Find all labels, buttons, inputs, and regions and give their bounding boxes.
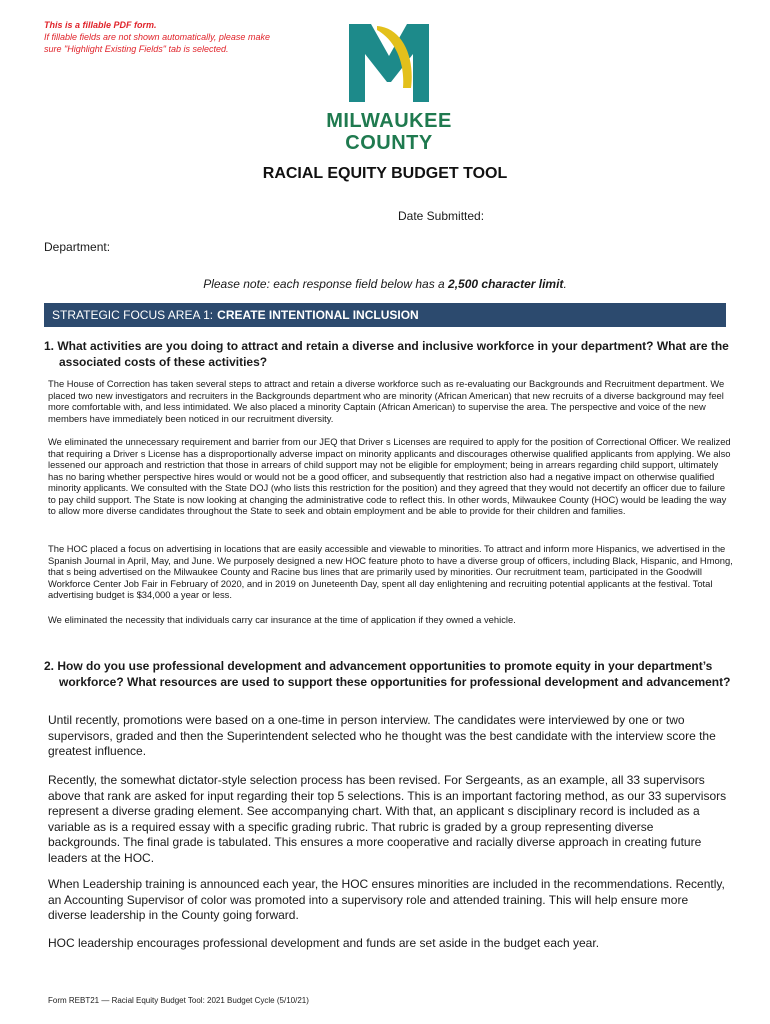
milwaukee-county-m-logo-icon	[347, 18, 431, 102]
logo-word-milwaukee: MILWAUKEE	[326, 110, 452, 132]
focus-area-prefix: STRATEGIC FOCUS AREA 1:	[52, 308, 214, 322]
q2-answer-paragraph-3: When Leadership training is announced each year, the HOC ensures minorities are included in the recommendations. Recently, an Accounting Supervisor of color was promoted into a supervisory role and attended training. This will help ensure more diverse leadership in the County going forward.	[48, 877, 725, 922]
q2-answer-paragraph-4: HOC leadership encourages professional development and funds are set aside in the budget each year.	[48, 936, 600, 950]
strategic-focus-area-banner	[44, 303, 726, 327]
note-suffix: .	[563, 277, 567, 291]
q2-answer-paragraph-2: Recently, the somewhat dictator-style selection process has been revised. For Sergeants, as an example, all 33 supervisors above that rank are asked for input regarding their top 5 selections. This is an important factoring method, as our 33 supervisors represent a diverse grading element. See accompanying chart. With that, an applicant s disciplinary record is included as a variable as is a required essay with a specific grading rubric. That rubric is graded by a group representing diverse backgrounds. The final grade is tabulated. This ensures a more cooperative and racially diverse approach in creating future leaders at the HOC.	[48, 773, 727, 865]
logo-word-county: COUNTY	[345, 132, 433, 154]
character-limit-note	[0, 277, 770, 291]
q1-answer-paragraph-3: The HOC placed a focus on advertising in locations that are easily accessible and viewable to minorities. To attract and inform more Hispanics, we advertised in the Spanish Journal in April, May, and June. We purposely designed a new HOC feature photo to have a diverse group of officers, including Black, Hispanic, and Hmong, that s being advertised on the Milwaukee County and Racine bus lines that are primarily used by minorities. Our recruitment team, participated in the Goodwill Workforce Center Job Fair in February of 2020, and in 2019 on Juneteenth Day, spent all day enlightening and recruiting potential applicants at the festival. Total advertising budget is $34,000 a year or less.	[48, 543, 733, 600]
milwaukee-county-logo	[309, 18, 469, 158]
notice-body: If fillable fields are not shown automatically, please make sure "Highlight Existing Fields" tab is selected.	[44, 32, 270, 54]
focus-area-name: CREATE INTENTIONAL INCLUSION	[217, 308, 419, 322]
note-limit: 2,500 character limit	[448, 277, 564, 291]
note-prefix: Please note: each response field below has a	[203, 277, 449, 291]
question-1: 1. What activities are you doing to attract and retain a diverse and inclusive workforce in your department? What are the associated costs of these activities?	[44, 339, 729, 369]
notice-title: This is a fillable PDF form.	[44, 20, 157, 30]
q1-answer-paragraph-1: The House of Correction has taken several steps to attract and retain a diverse workforce such as re-evaluating our Backgrounds and Recruitment department. We placed two new investigators and recruiters in the Backgrounds department who are minority (African American) that new recruits of a diverse background may feel more comfortable with, and less intimidated. We also placed a minority Captain (African American) to supervise the area. The perspective and voice of the new members have immediately been noticed in our recruitment diversity.	[48, 378, 725, 424]
form-footer: Form REBT21 — Racial Equity Budget Tool: 2021 Budget Cycle (5/10/21)	[48, 996, 309, 1005]
question-2: 2. How do you use professional development and advancement opportunities to promote equity in your department’s workforce? What resources are used to support these opportunities for professional development and advancement?	[44, 659, 731, 689]
q1-answer-paragraph-2: We eliminated the unnecessary requirement and barrier from our JEQ that Driver s Licenses are required to apply for the position of Correctional Officer. We realized that requiring a Driver s License has a disproportionally adverse impact on minority applicants and discourages otherwise qualified applicants from applying. We also lessened our approach and restriction that those in arrears of child support may not be eligible for employment; being in arrears regarding child support, ultimately has no baring whether perspective hires would or would not be a good officer, and subsequently that restriction also had a negative impact on otherwise qualified minority applicants. We consulted with the State DOJ (who lists this restriction for the position) and they agreed that they would not decertify an officer due to failure to pay child support. The State is now looking at changing the administrative code to reflect this. In other words, Milwaukee County (HOC) would be leading the way to allow more diverse candidates throughout the State to seek and obtain employment and be able to provide for their children and families.	[48, 436, 731, 516]
fillable-form-notice	[44, 19, 284, 55]
q2-answer-paragraph-1: Until recently, promotions were based on a one-time in person interview. The candidates were interviewed by one or two supervisors, graded and then the Superintendent selected who he thought was the best candidate with the interview score the greatest influence.	[48, 713, 716, 758]
page-title: RACIAL EQUITY BUDGET TOOL	[262, 165, 508, 182]
department-label: Department:	[44, 240, 111, 254]
date-submitted-label: Date Submitted:	[398, 209, 485, 223]
q1-answer-paragraph-4: We eliminated the necessity that individuals carry car insurance at the time of application if they owned a vehicle.	[48, 614, 516, 625]
